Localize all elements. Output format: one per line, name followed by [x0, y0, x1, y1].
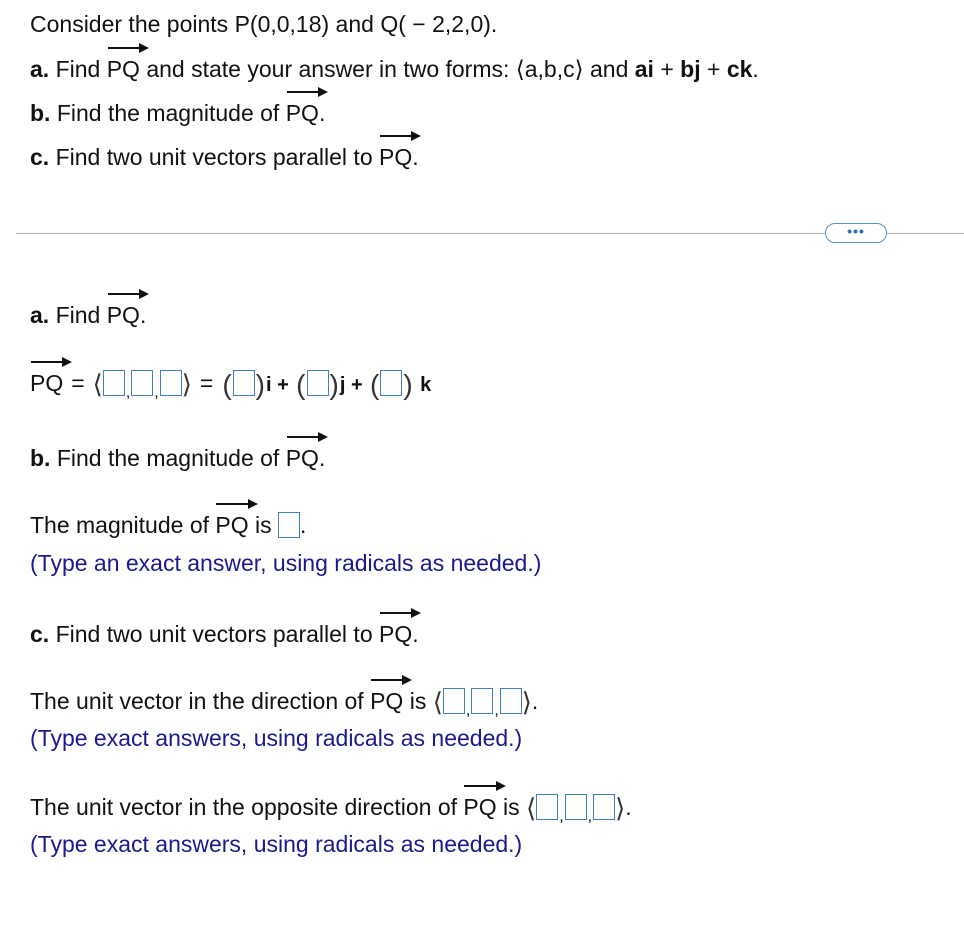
opposite-unit-vector-z-input[interactable]: [593, 794, 615, 820]
more-options-button[interactable]: •••: [825, 223, 887, 243]
vector-pq: PQ: [463, 794, 497, 820]
opposite-unit-vector-x-input[interactable]: [536, 794, 558, 820]
part-a-heading: a. Find PQ.: [30, 302, 147, 328]
part-c-hint-2: (Type exact answers, using radicals as needed.): [30, 831, 523, 857]
pq-component-z-input[interactable]: [160, 370, 182, 396]
problem-line-1: Consider the points P(0,0,18) and Q( − 2,2,0).: [30, 11, 498, 37]
opposite-unit-vector-y-input[interactable]: [565, 794, 587, 820]
vector-pq: PQ: [106, 56, 140, 82]
vector-pq: PQ: [379, 144, 413, 170]
unit-vector-x-input[interactable]: [443, 688, 465, 714]
pq-j-coefficient-input[interactable]: [307, 370, 329, 396]
vector-pq: PQ: [285, 100, 319, 126]
pq-component-x-input[interactable]: [103, 370, 125, 396]
unit-vector-y-input[interactable]: [471, 688, 493, 714]
part-b-heading: b. Find the magnitude of PQ.: [30, 445, 326, 471]
unit-vector-opposite-row: The unit vector in the opposite direction of PQ is ⟨ , , ⟩.: [30, 793, 632, 825]
vector-pq: PQ: [30, 370, 64, 396]
problem-line-a: a. Find PQ and state your answer in two forms: ⟨a,b,c⟩ and ai + bj + ck.: [30, 56, 759, 82]
part-c-hint-1: (Type exact answers, using radicals as needed.): [30, 725, 523, 751]
pq-k-coefficient-input[interactable]: [380, 370, 402, 396]
unit-vector-z-input[interactable]: [500, 688, 522, 714]
section-divider: [16, 233, 964, 234]
left-angle-bracket: ⟨: [92, 369, 103, 399]
problem-line-c: c. Find two unit vectors parallel to PQ.: [30, 144, 419, 170]
vector-pq: PQ: [285, 445, 319, 471]
problem-line-b: b. Find the magnitude of PQ.: [30, 100, 326, 126]
pq-i-coefficient-input[interactable]: [233, 370, 255, 396]
vector-pq: PQ: [215, 512, 249, 538]
part-b-hint: (Type an exact answer, using radicals as needed.): [30, 550, 542, 576]
part-b-answer-row: The magnitude of PQ is .: [30, 512, 307, 538]
vector-pq: PQ: [379, 621, 413, 647]
vector-pq: PQ: [106, 302, 140, 328]
vector-pq: PQ: [370, 688, 404, 714]
part-a-answer-row: PQ = ⟨ , , ⟩ = ( )i + ( )j + ( ) k: [30, 369, 432, 401]
right-angle-bracket: ⟩: [181, 369, 192, 399]
part-c-heading: c. Find two unit vectors parallel to PQ.: [30, 621, 419, 647]
magnitude-input[interactable]: [278, 512, 300, 538]
unit-vector-direction-row: The unit vector in the direction of PQ is ⟨ , , ⟩.: [30, 687, 539, 719]
pq-component-y-input[interactable]: [131, 370, 153, 396]
